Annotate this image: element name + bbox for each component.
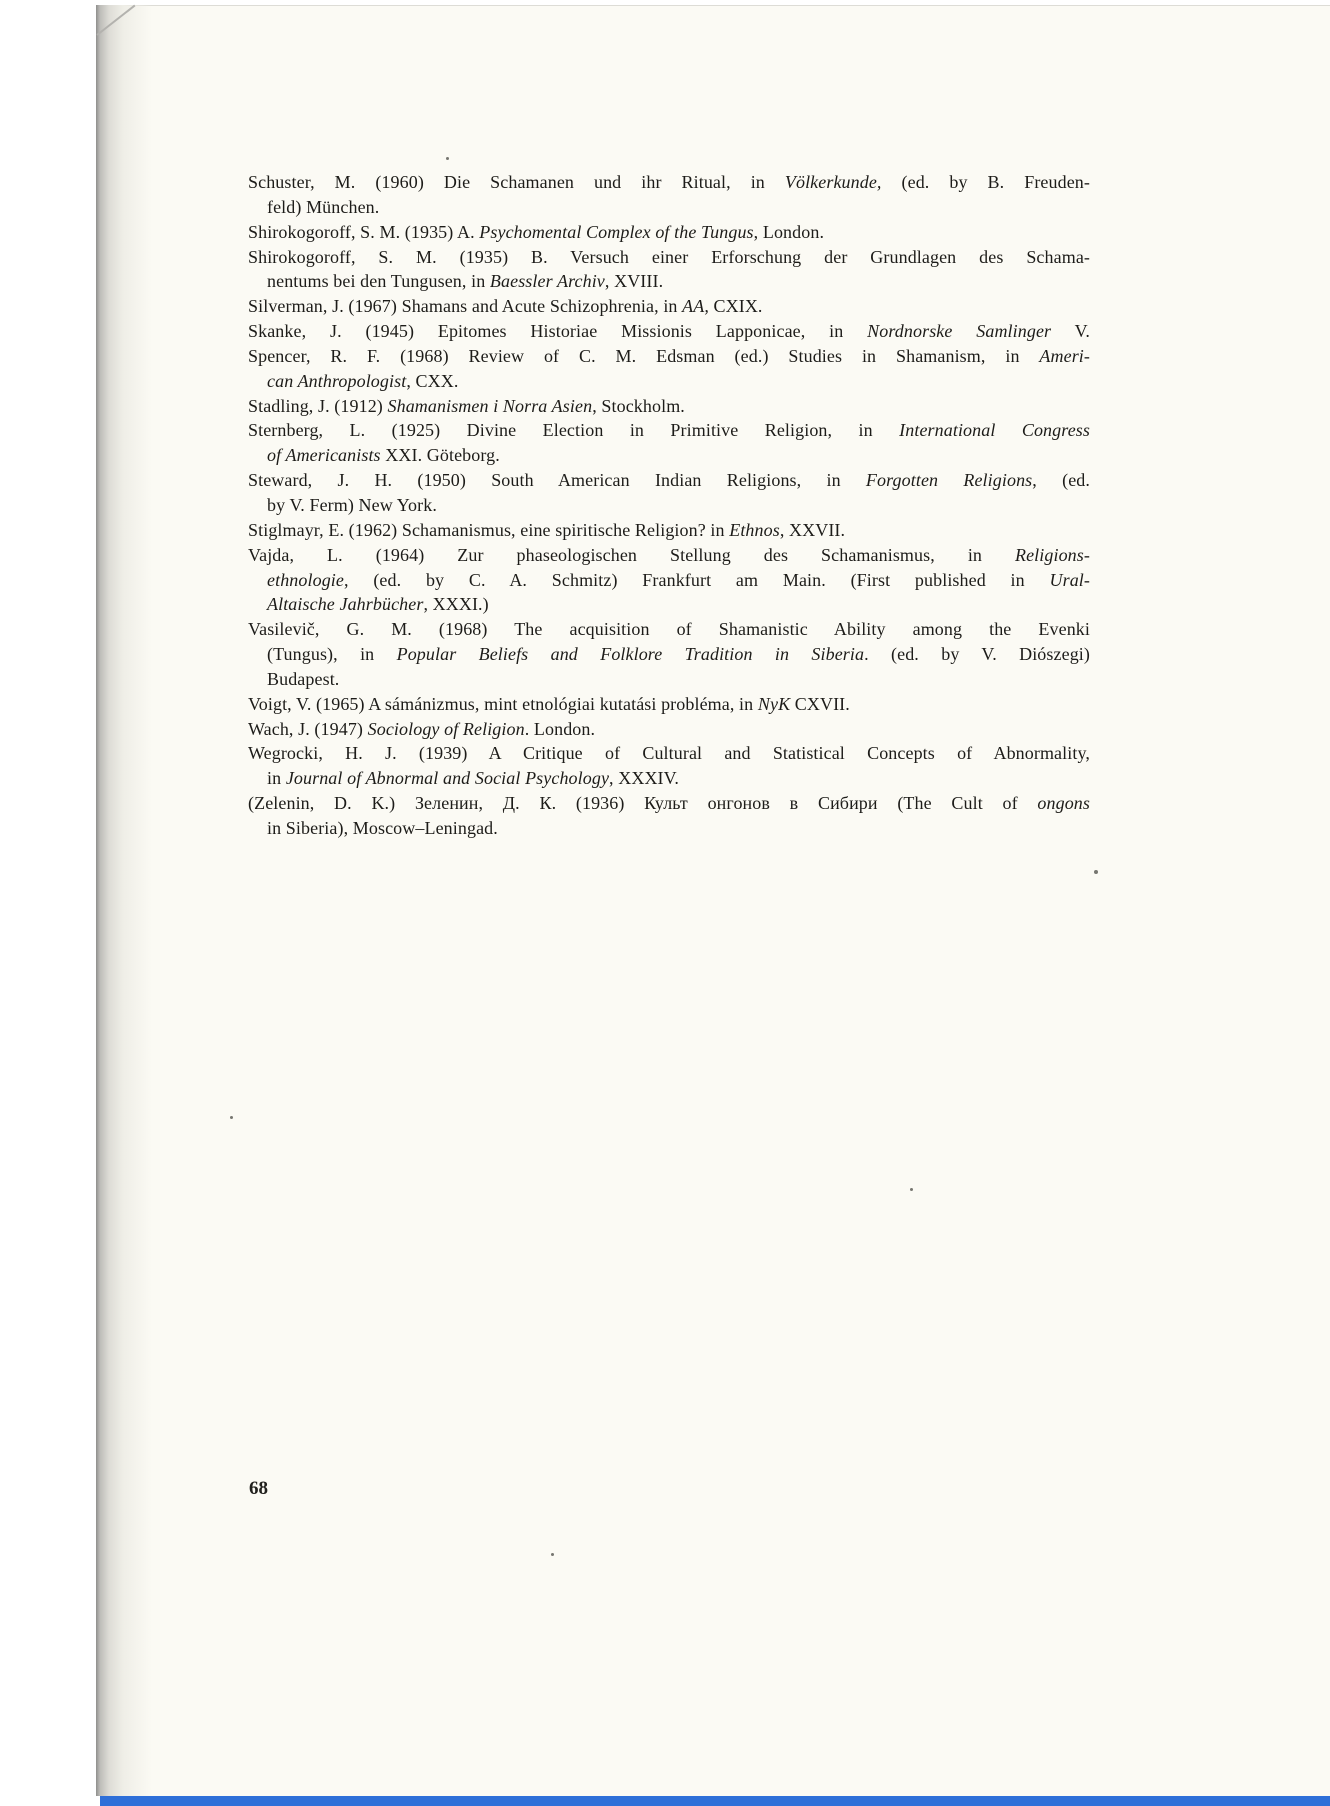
- text-segment: . London.: [524, 718, 596, 739]
- bibliography-entry: [248, 468, 1090, 518]
- scan-speck: [551, 1553, 554, 1556]
- text-segment: Shamanismen i Norra Asien: [387, 395, 593, 416]
- entry-line: [248, 394, 1090, 419]
- text-segment: Silverman, J. (1967) Shamans and Acute Schizophrenia, in: [248, 296, 683, 317]
- bibliography-list: [248, 170, 1090, 841]
- text-segment: Religions-: [1015, 544, 1090, 565]
- entry-line: [248, 170, 1090, 195]
- text-segment: Baessler Archiv: [489, 271, 605, 292]
- entry-line: [248, 369, 1090, 394]
- text-segment: in: [267, 768, 286, 789]
- entry-line: [248, 741, 1090, 766]
- text-segment: of Americanists: [267, 445, 381, 466]
- text-segment: XXI. Göteborg.: [380, 445, 500, 466]
- text-segment: , XXXI.): [423, 594, 489, 615]
- text-segment: ongons: [1037, 793, 1090, 814]
- text-segment: Sociology of Religion: [367, 718, 525, 739]
- text-segment: in Siberia), Moscow–Leningad.: [267, 817, 498, 838]
- text-segment: (Zelenin, D. K.) Зеленин, Д. К. (1936) Культ онгонов в Сибири (The Cult of: [248, 793, 1038, 814]
- bibliography-entry: [248, 518, 1090, 543]
- text-segment: , (ed. by C. A. Schmitz) Frankfurt am Main. (First published in: [343, 569, 1050, 590]
- entry-line: [248, 543, 1090, 568]
- bibliography-entry: [248, 294, 1090, 319]
- text-segment: Ural-: [1049, 569, 1090, 590]
- text-segment: Schuster, M. (1960) Die Schamanen und ihr Ritual, in: [248, 172, 785, 192]
- text-segment: , London.: [753, 221, 825, 242]
- entry-line: [248, 220, 1090, 245]
- text-segment: Stiglmayr, E. (1962) Schamanismus, eine spiritische Religion? in: [248, 519, 730, 540]
- entry-line: [248, 344, 1090, 369]
- text-segment: Stadling, J. (1912): [248, 395, 388, 416]
- entry-line: [248, 269, 1090, 294]
- entry-line: [248, 195, 1090, 220]
- entry-line: [248, 642, 1090, 667]
- text-segment: Ameri-: [1039, 345, 1090, 366]
- entry-line: [248, 493, 1090, 518]
- text-segment: , XXVII.: [779, 519, 846, 540]
- entry-line: [248, 245, 1090, 270]
- text-segment: Ethnos: [729, 519, 780, 540]
- text-segment: can Anthropologist: [267, 370, 407, 391]
- bibliography-entry: [248, 741, 1090, 791]
- bottom-accent-bar: [100, 1796, 1330, 1806]
- text-segment: Shirokogoroff, S. M. (1935) A.: [248, 221, 480, 242]
- text-segment: Skanke, J. (1945) Epitomes Historiae Missionis Lapponicae, in: [248, 321, 868, 342]
- bibliography-entry: [248, 418, 1090, 468]
- text-segment: Wach, J. (1947): [248, 718, 368, 739]
- entry-line: [248, 518, 1090, 543]
- text-segment: Popular Beliefs and Folklore Tradition in Siberia: [396, 644, 865, 665]
- entry-line: [248, 418, 1090, 443]
- text-segment: Völkerkunde,: [784, 172, 882, 192]
- page-number: 68: [249, 1478, 268, 1499]
- text-segment: nentums bei den Tungusen, in: [267, 271, 490, 292]
- text-segment: ethnologie: [267, 569, 344, 590]
- entry-line: [248, 468, 1090, 493]
- text-segment: by V. Ferm) New York.: [267, 494, 437, 515]
- bibliography-entry: [248, 692, 1090, 717]
- bibliography-entry: [248, 220, 1090, 245]
- text-segment: Shirokogoroff, S. M. (1935) B. Versuch einer Erforschung der Grundlagen des Schama-: [248, 246, 1090, 267]
- text-segment: , XVIII.: [604, 271, 664, 292]
- text-segment: (Tungus), in: [267, 644, 397, 665]
- text-segment: AA,: [682, 296, 709, 317]
- entry-line: [248, 617, 1090, 642]
- bibliography-entry: [248, 245, 1090, 295]
- bibliography-entry: [248, 617, 1090, 692]
- text-segment: , Stockholm.: [592, 395, 685, 416]
- text-segment: , (ed.: [1032, 470, 1090, 491]
- scan-speck: [910, 1188, 913, 1191]
- bibliography-entry: [248, 319, 1090, 344]
- text-segment: feld) München.: [267, 196, 380, 217]
- scan-speck: [446, 157, 449, 160]
- entry-line: [248, 791, 1090, 816]
- text-segment: Forgotten Religions: [865, 470, 1033, 491]
- entry-line: [248, 717, 1090, 742]
- text-segment: CXIX.: [708, 296, 763, 317]
- bibliography-entry: [248, 791, 1090, 841]
- bibliography-entry: [248, 344, 1090, 394]
- text-segment: Spencer, R. F. (1968) Review of C. M. Edsman (ed.) Studies in Shamanism, in: [248, 345, 1040, 366]
- text-segment: Psychomental Complex of the Tungus: [479, 221, 754, 242]
- bibliography-entry: [248, 170, 1090, 220]
- entry-line: [248, 766, 1090, 791]
- text-segment: Nordnorske Samlinger: [867, 321, 1052, 342]
- scan-speck: [1094, 870, 1098, 874]
- bibliography-entry: [248, 717, 1090, 742]
- text-segment: . (ed. by V. Diószegi): [864, 644, 1090, 665]
- entry-line: [248, 294, 1090, 319]
- entry-line: [248, 816, 1090, 841]
- text-segment: Sternberg, L. (1925) Divine Election in Primitive Religion, in: [248, 420, 900, 441]
- text-segment: , XXXIV.: [609, 768, 680, 789]
- entry-line: [248, 667, 1090, 692]
- bibliography-entry: [248, 543, 1090, 618]
- text-segment: Vajda, L. (1964) Zur phaseologischen Stellung des Schamanismus, in: [248, 544, 1015, 565]
- text-segment: Journal of Abnormal and Social Psychology: [285, 768, 610, 789]
- text-segment: Vasilevič, G. M. (1968) The acquisition of Shamanistic Ability among the Evenki: [248, 619, 1090, 640]
- entry-line: [248, 692, 1090, 717]
- scan-speck: [230, 1116, 233, 1119]
- bibliography-entry: [248, 394, 1090, 419]
- text-segment: (ed. by B. Freuden-: [881, 172, 1091, 192]
- text-segment: Altaische Jahrbücher: [267, 594, 424, 615]
- text-segment: Steward, J. H. (1950) South American Indian Religions, in: [248, 470, 866, 491]
- text-segment: , CXX.: [406, 370, 459, 391]
- entry-line: [248, 592, 1090, 617]
- text-segment: Budapest.: [267, 668, 340, 689]
- text-segment: International Congress: [899, 420, 1090, 441]
- text-segment: CXVII.: [790, 693, 850, 714]
- entry-line: [248, 568, 1090, 593]
- text-segment: NyK: [757, 693, 791, 714]
- text-segment: Voigt, V. (1965) A sámánizmus, mint etnológiai kutatási probléma, in: [248, 693, 758, 714]
- text-segment: V.: [1051, 321, 1090, 342]
- entry-line: [248, 319, 1090, 344]
- entry-line: [248, 443, 1090, 468]
- text-segment: Wegrocki, H. J. (1939) A Critique of Cultural and Statistical Concepts of Abnormality,: [248, 743, 1090, 764]
